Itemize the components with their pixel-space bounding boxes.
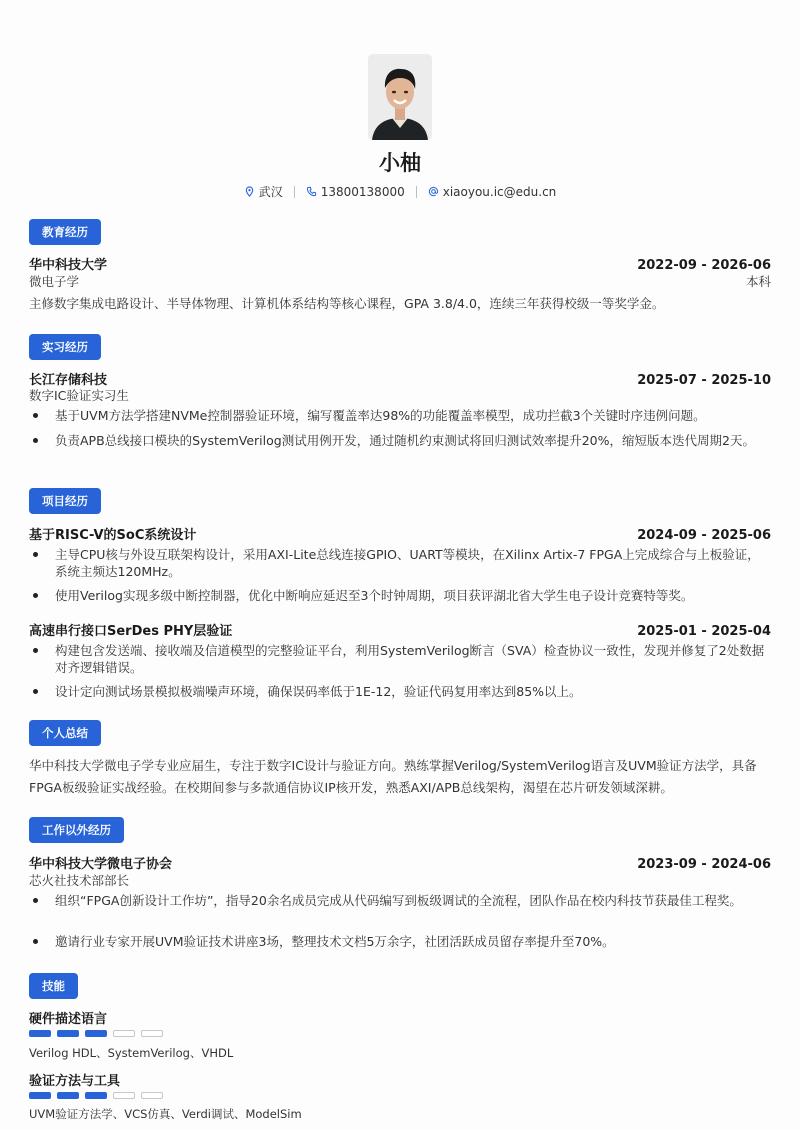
bullet-text: 基于UVM方法学搭建NVMe控制器验证环境，编写覆盖率达98%的功能覆盖率模型，成功拦截3个关键时序违例问题。 (55, 408, 706, 423)
project-title: 高速串行接口SerDes PHY层验证 (29, 624, 233, 639)
list-item (29, 407, 771, 424)
skill-detail: Verilog HDL、SystemVerilog、VHDL (29, 1046, 234, 1060)
bullet-dot (33, 648, 38, 653)
skill-bar-empty (113, 1030, 135, 1037)
school-name: 华中科技大学 (29, 258, 108, 273)
bullet-dot (33, 552, 38, 557)
list-item (29, 587, 771, 604)
skill-bar-filled (57, 1030, 79, 1037)
bullet-text: 负责APB总线接口模块的SystemVerilog测试用例开发，通过随机约束测试将回归测试效率提升20%，缩短版本迭代周期2天。 (55, 433, 755, 448)
skill-bar-empty (141, 1092, 163, 1099)
bullet-dot (33, 689, 38, 694)
section-tag-skills: 技能 (29, 973, 78, 999)
location-text: 武汉 (258, 185, 283, 199)
skill-bar-filled (29, 1092, 51, 1099)
section-tag-internship: 实习经历 (29, 334, 101, 360)
list-item (29, 546, 771, 580)
bullet-dot (33, 438, 38, 443)
contact-location (244, 183, 283, 200)
summary-text: 华中科技大学微电子学专业应届生，专注于数字IC设计与验证方向。熟练掌握Verilog/SystemVerilog语言及UVM验证方法学，具备FPGA板级验证实战经验。在校期间参与多款通信协议IP核开发，熟悉AXI/APB总线架构，渴望在芯片研发领域深耕。 (29, 758, 757, 795)
list-item (29, 892, 771, 909)
contact-divider (294, 186, 295, 198)
phone-icon (306, 186, 317, 197)
internship-header (29, 369, 771, 388)
bullet-dot (33, 939, 38, 944)
section-tag-education: 教育经历 (29, 219, 101, 245)
contact-bar (0, 183, 800, 200)
skill-bar-filled (29, 1030, 51, 1037)
skill-bar-filled (85, 1030, 107, 1037)
section-tag-summary: 个人总结 (29, 720, 101, 746)
skill-bar-filled (85, 1092, 107, 1099)
section-tag-projects: 项目经历 (29, 488, 101, 514)
list-item (29, 683, 771, 700)
education-dates: 2022-09 - 2026-06 (637, 258, 771, 273)
location-pin-icon (244, 186, 255, 197)
contact-email[interactable] (428, 185, 557, 199)
project-header (29, 620, 771, 639)
education-header (29, 254, 771, 273)
project-title: 基于RISC-V的SoC系统设计 (29, 528, 197, 543)
internship-dates: 2025-07 - 2025-10 (637, 373, 771, 388)
project-dates: 2025-01 - 2025-04 (637, 624, 771, 639)
skill-level-bars (29, 1092, 163, 1099)
internship-role: 数字IC验证实习生 (29, 388, 129, 403)
project-header (29, 524, 771, 543)
bullet-dot (33, 898, 38, 903)
section-tag-extra: 工作以外经历 (29, 817, 124, 843)
bullet-text: 主导CPU核与外设互联架构设计，采用AXI-Lite总线连接GPIO、UART等模块，在Xilinx Artix-7 FPGA上完成综合与上板验证，系统主频达120MHz。 (55, 547, 760, 579)
bullet-text: 构建包含发送端、接收端及信道模型的完整验证平台，利用SystemVerilog断言（SVA）检查协议一致性，发现并修复了2处数据对齐逻辑错误。 (55, 643, 765, 675)
list-item (29, 432, 771, 449)
bullet-text: 邀请行业专家开展UVM验证技术讲座3场，整理技术文档5万余字，社团活跃成员留存率提升至70%。 (55, 934, 615, 949)
bullet-dot (33, 593, 38, 598)
extra-role: 芯火社技术部部长 (29, 873, 130, 888)
company-name: 长江存储科技 (29, 373, 108, 388)
contact-phone (306, 185, 405, 199)
extra-header (29, 853, 771, 872)
bullet-text: 使用Verilog实现多级中断控制器，优化中断响应延迟至3个时钟周期，项目获评湖北省大学生电子设计竞赛特等奖。 (55, 588, 694, 603)
skill-title: 验证方法与工具 (29, 1074, 121, 1089)
skill-title: 硬件描述语言 (29, 1012, 108, 1027)
bullet-text: 设计定向测试场景模拟极端噪声环境，确保误码率低于1E-12，验证代码复用率达到85%以上。 (55, 684, 582, 699)
bullet-text: 组织“FPGA创新设计工作坊”，指导20余名成员完成从代码编写到板级调试的全流程，团队作品在校内科技节获最佳工程奖。 (55, 893, 742, 908)
skill-detail: UVM验证方法学、VCS仿真、Verdi调试、ModelSim (29, 1107, 302, 1121)
project-dates: 2024-09 - 2025-06 (637, 528, 771, 543)
organization-name: 华中科技大学微电子协会 (29, 857, 173, 872)
major: 微电子学 (29, 274, 80, 289)
bullet-dot (33, 413, 38, 418)
degree: 本科 (745, 274, 771, 289)
education-description: 主修数字集成电路设计、半导体物理、计算机体系结构等核心课程，GPA 3.8/4.0，连续三年获得校级一等奖学金。 (29, 296, 665, 311)
candidate-name: 小柚 (379, 151, 421, 175)
at-sign-icon (428, 186, 439, 197)
list-item (29, 933, 771, 950)
skill-bar-empty (141, 1030, 163, 1037)
skill-bar-empty (113, 1092, 135, 1099)
extra-dates: 2023-09 - 2024-06 (637, 857, 771, 872)
skill-level-bars (29, 1030, 163, 1037)
email-text[interactable]: xiaoyou.ic@edu.cn (442, 184, 557, 199)
list-item (29, 642, 771, 676)
contact-divider (416, 186, 417, 198)
phone-text: 13800138000 (320, 184, 405, 199)
avatar (368, 54, 432, 140)
avatar-photo (368, 54, 432, 140)
skill-bar-filled (57, 1092, 79, 1099)
